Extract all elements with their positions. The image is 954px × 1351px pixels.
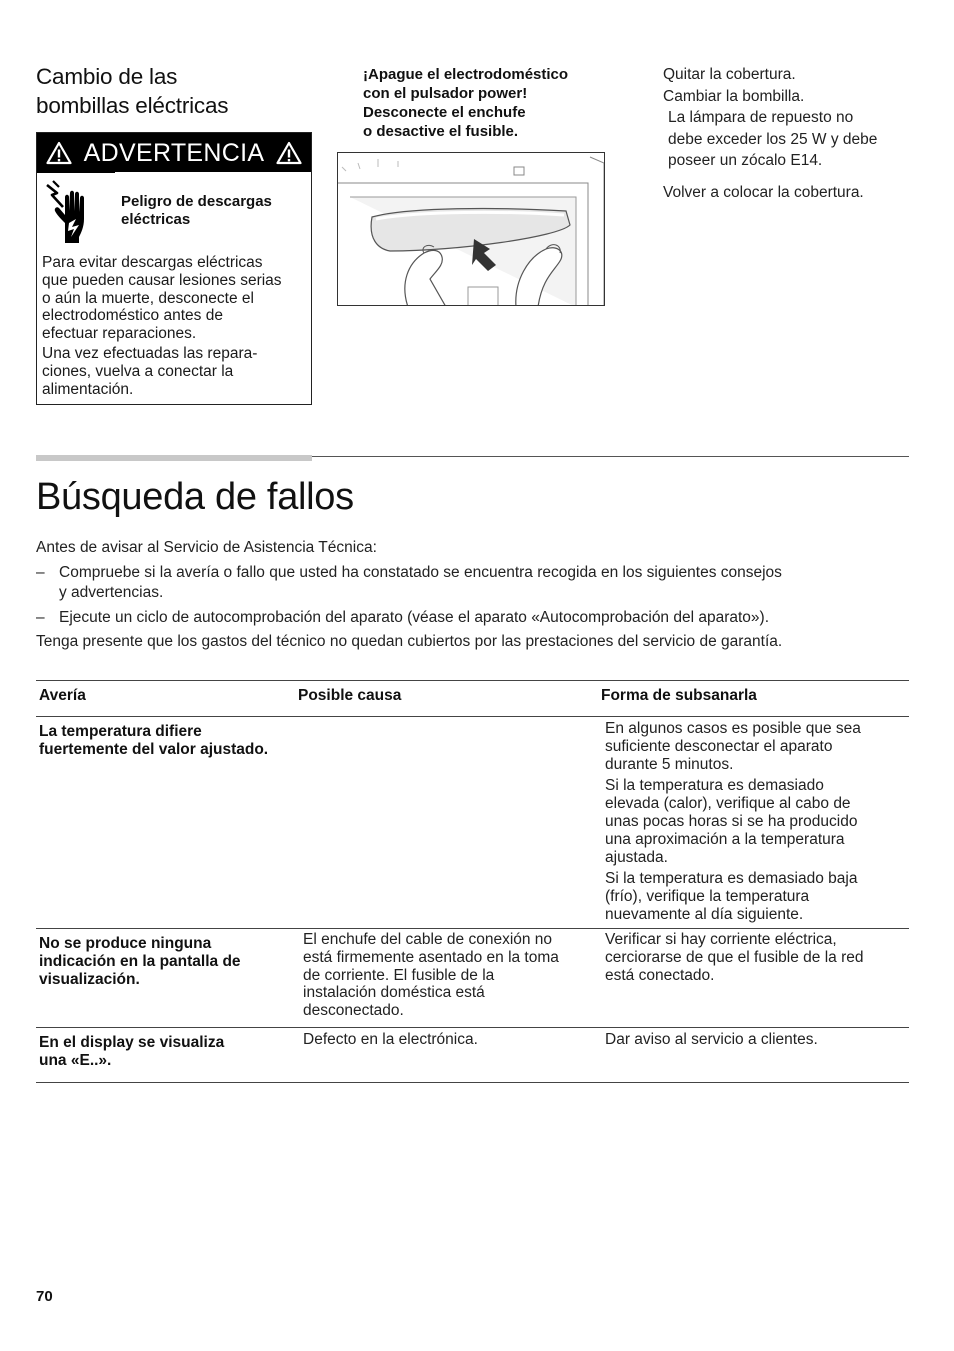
section-divider: [36, 455, 312, 461]
power-off-instruction: ¡Apague el electrodoméstico con el pulsador power! Desconecte el enchufe o desactive el fusible.: [363, 66, 569, 140]
warning-triangle-icon: [46, 141, 72, 165]
warning-paragraph: Una vez efectuadas las repara- ciones, vuelva a conectar la alimentación.: [42, 345, 258, 398]
table-border: [36, 680, 909, 681]
step-note: La lámpara de repuesto no debe exceder los 25 W y debe poseer un zócalo E14.: [668, 109, 878, 169]
page-number: 70: [36, 1288, 53, 1305]
table-row-separator: [36, 1027, 909, 1028]
table-cell-cause: Defecto en la electrónica.: [303, 1031, 478, 1048]
table-cell-remedy: En algunos casos es posible que sea suficiente desconectar el aparato durante 5 minutos. Si la temperatura es demasiado elevada (calor), verifique al cabo de unas pocas horas si se ha producido una aproximación a la temperatura ajustada. Si la temperatura es demasiado baja (frío), verifique la temperatura nuevamente al día siguiente.: [605, 720, 861, 923]
troubleshooting-intro: Antes de avisar al Servicio de Asistencia Técnica: – Compruebe si la avería o fallo que usted ha constatado se encuentra recogida en los siguientes consejos y advertencias. – Ejecute un ciclo de autocomprobación del aparato (véase el aparato «Autocomprobación del aparato»). Tenga presente que los gastos del técnico no quedan cubiertos por las prestaciones del servicio de garantía.: [36, 538, 916, 653]
list-item: – Ejecute un ciclo de autocomprobación del aparato (véase el aparato «Autocomprobación del aparato»).: [36, 608, 770, 626]
table-cell-fault: La temperatura difiere fuertemente del valor ajustado.: [39, 723, 269, 758]
electric-shock-hand-icon: [43, 179, 103, 247]
warning-triangle-icon: [276, 141, 302, 165]
step-item: Quitar la cobertura.: [663, 66, 796, 83]
table-cell-remedy: Dar aviso al servicio a clientes.: [605, 1031, 818, 1048]
bulb-replacement-steps: [663, 64, 923, 203]
table-bottom-border: [36, 1082, 909, 1083]
page-title: Búsqueda de fallos: [36, 476, 354, 518]
table-header-cause: Posible causa: [298, 687, 402, 704]
section-title-bulbs: Cambio de las bombillas eléctricas: [36, 64, 229, 118]
step-item: Volver a colocar la cobertura.: [663, 183, 864, 201]
warning-label: ADVERTENCIA: [83, 138, 265, 167]
table-row-separator: [36, 928, 909, 929]
warning-header: [37, 133, 311, 173]
table-cell-cause: El enchufe del cable de conexión no está firmemente asentado en la toma de corriente. El fusible de la instalación doméstica está desconectado.: [303, 931, 559, 1020]
danger-title: Peligro de descargas eléctricas: [121, 193, 272, 228]
warning-paragraph: Para evitar descargas eléctricas que pueden causar lesiones serias o aún la muerte, desconecte el electrodoméstico antes de efectuar reparaciones.: [42, 254, 282, 343]
list-item: – Compruebe si la avería o fallo que usted ha constatado se encuentra recogida en los siguientes consejos y advertencias.: [36, 563, 782, 601]
step-item: Cambiar la bombilla.: [663, 87, 805, 105]
section-divider: [312, 456, 909, 457]
table-border: [36, 716, 909, 717]
bulb-cover-illustration: [337, 152, 605, 306]
table-cell-fault: No se produce ninguna indicación en la pantalla de visualización.: [39, 935, 241, 988]
table-cell-remedy: Verificar si hay corriente eléctrica, cerciorarse de que el fusible de la red está conectado.: [605, 931, 864, 984]
warning-box: [36, 132, 312, 405]
table-header-remedy: Forma de subsanarla: [601, 687, 757, 704]
table-header-fault: Avería: [39, 687, 86, 704]
table-cell-fault: En el display se visualiza una «E..».: [39, 1034, 225, 1069]
